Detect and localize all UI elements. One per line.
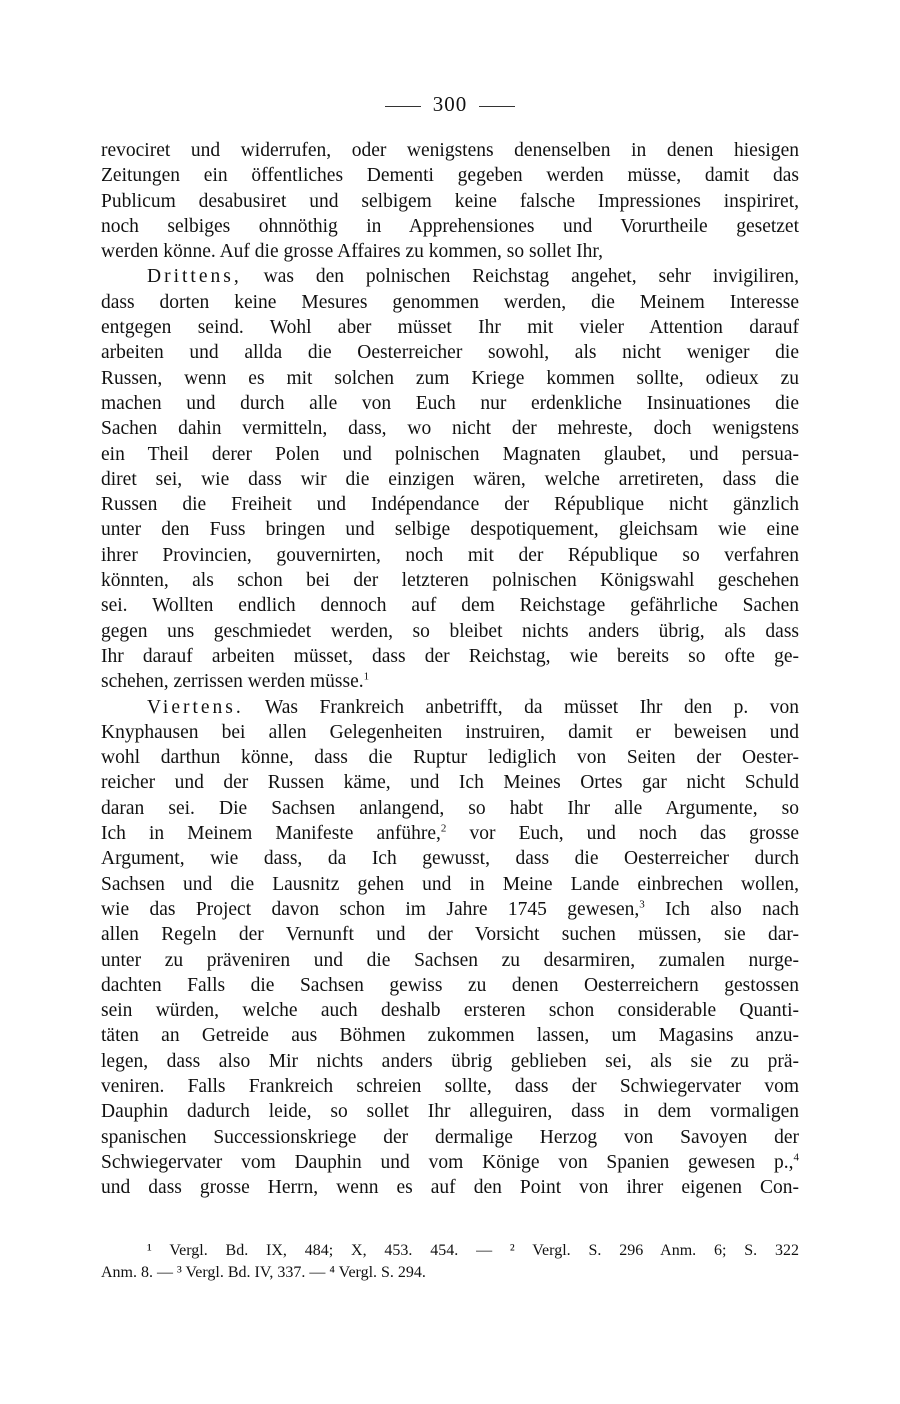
line-text: dachten Falls die Sachsen gewiss zu denen Oesterreichern gestossen [101, 974, 799, 996]
section-lead-word: Drittens, [147, 266, 242, 288]
line-text: spanischen Successionskriege der dermalige Herzog von Savoyen der [101, 1126, 799, 1148]
text-line [101, 366, 799, 391]
text-line [101, 1023, 799, 1048]
text-line [101, 416, 799, 441]
line-text: schehen, zerrissen werden müsse. [101, 671, 364, 693]
line-text-continued: vor Euch, und noch das grosse [446, 823, 799, 845]
text-line [101, 391, 799, 416]
line-text: und dass grosse Herrn, wenn es auf den Point von ihrer eigenen Con- [101, 1177, 799, 1199]
text-line [101, 922, 799, 947]
text-line [101, 543, 799, 568]
header-dash-right [479, 106, 515, 107]
page-header [101, 92, 799, 116]
footnote-line: ¹ Vergl. Bd. IX, 484; X, 453. 454. — ² Vergl. S. 296 Anm. 6; S. 322 [147, 1242, 799, 1259]
line-text: Knyphausen bei allen Gelegenheiten instruiren, damit er beweisen und [101, 721, 799, 743]
text-line [101, 214, 799, 239]
line-text: unter zu präveniren und die Sachsen zu desarmiren, zumalen nurge- [101, 949, 799, 971]
footnote-line: Anm. 8. — ³ Vergl. Bd. IV, 337. — ⁴ Vergl. S. 294. [101, 1264, 426, 1281]
text-line [101, 517, 799, 542]
line-text: diret sei, wie dass wir die einzigen wären, welche arretireten, dass die [101, 468, 799, 490]
text-line [101, 1175, 799, 1200]
line-text: wie das Project davon schon im Jahre 1745 gewesen, [101, 898, 640, 920]
page-number: 300 [432, 92, 468, 116]
section-lead-word: Viertens. [147, 696, 244, 718]
line-text: was den polnischen Reichstag angehet, sehr invigiliren, [241, 266, 799, 288]
text-line [101, 239, 799, 264]
line-text: Sachsen und die Lausnitz gehen und in Meine Lande einbrechen wollen, [101, 873, 799, 895]
text-line [101, 1049, 799, 1074]
line-text: Argument, wie dass, da Ich gewusst, dass die Oesterreicher durch [101, 848, 799, 870]
line-text: Schwiegervater vom Dauphin und vom Könige von Spanien gewesen p., [101, 1151, 794, 1173]
text-line [101, 897, 799, 922]
text-line [101, 644, 799, 669]
text-line [101, 1074, 799, 1099]
line-text: ihrer Provincien, gouvernirten, noch mit der République so verfahren [101, 544, 799, 566]
text-line [101, 973, 799, 998]
footnote-marker: 2 [440, 822, 447, 835]
text-line [101, 163, 799, 188]
line-text: machen und durch alle von Euch nur erdenkliche Insinuationes die [101, 392, 799, 414]
line-text: könnten, als schon bei der letzteren polnischen Königswahl geschehen [101, 570, 799, 592]
text-line [101, 593, 799, 618]
footnote-marker: 3 [639, 898, 645, 911]
line-text: sein würden, welche auch deshalb ersteren schon considerable Quanti- [101, 1000, 799, 1022]
line-text: daran sei. Die Sachsen anlangend, so habt Ihr alle Argumente, so [101, 797, 799, 819]
line-text: täten an Getreide aus Böhmen zukommen lassen, um Magasins anzu- [101, 1025, 799, 1047]
line-text: gegen uns geschmiedet werden, so bleibet nichts anders übrig, als dass [101, 620, 799, 642]
line-text: noch selbiges ohnnöthig in Apprehensiones und Vorurtheile gesetzet [101, 215, 799, 237]
line-text: Dauphin dadurch leide, so sollet Ihr alleguiren, dass in dem vormaligen [101, 1101, 799, 1123]
line-text: Russen die Freiheit und Indépendance der République nicht gänzlich [101, 494, 799, 516]
line-text: Sachen dahin vermitteln, dass, wo nicht der mehreste, doch wenigstens [101, 418, 799, 440]
footnotes [101, 1240, 799, 1284]
line-text: Ich in Meinem Manifeste anführe, [101, 823, 441, 845]
text-line [101, 1125, 799, 1150]
line-text: Zeitungen ein öffentliches Dementi gegeben werden müsse, damit das [101, 165, 799, 187]
text-line [101, 770, 799, 795]
text-line [101, 998, 799, 1023]
line-text: legen, dass also Mir nichts anders übrig geblieben sei, als sie zu prä- [101, 1050, 799, 1072]
line-text: Ihr darauf arbeiten müsset, dass der Reichstag, wie bereits so ofte ge- [101, 645, 799, 667]
text-line [101, 821, 799, 846]
line-text: werden könne. Auf die grosse Affaires zu kommen, so sollet Ihr, [101, 241, 603, 263]
text-line [101, 619, 799, 644]
text-line [101, 720, 799, 745]
line-text: allen Regeln der Vernunft und der Vorsicht suchen müssen, sie dar- [101, 924, 799, 946]
text-line [101, 264, 799, 289]
footnote-marker: 1 [363, 670, 370, 683]
text-line [101, 796, 799, 821]
line-text: reicher und der Russen käme, und Ich Meines Ortes gar nicht Schuld [101, 772, 799, 794]
text-line [101, 695, 799, 720]
text-line [101, 846, 799, 871]
line-text: ein Theil derer Polen und polnischen Magnaten glaubet, und persua- [101, 443, 799, 465]
line-text: sei. Wollten endlich dennoch auf dem Reichstage gefährliche Sachen [101, 595, 799, 617]
header-dash-left [385, 106, 421, 107]
text-line [101, 189, 799, 214]
line-text: wohl darthun könne, dass die Ruptur lediglich von Seiten der Oester- [101, 747, 799, 769]
text-line [101, 315, 799, 340]
line-text: Was Frankreich anbetrifft, da müsset Ihr den p. von [243, 696, 799, 718]
text-line [101, 669, 799, 694]
text-line [101, 467, 799, 492]
body-text [101, 138, 799, 1200]
text-line [101, 568, 799, 593]
line-text: arbeiten und allda die Oesterreicher sowohl, als nicht weniger die [101, 342, 799, 364]
text-line [101, 1099, 799, 1124]
line-text: Publicum desabusiret und selbigem keine falsche Impressiones inspiriret, [101, 190, 799, 212]
text-line [101, 948, 799, 973]
text-line [101, 138, 799, 163]
text-line [101, 340, 799, 365]
line-text-continued: Ich also nach [644, 898, 799, 920]
text-line [101, 442, 799, 467]
text-line [101, 290, 799, 315]
text-line [101, 1150, 799, 1175]
line-text: dass dorten keine Mesures genommen werden, die Meinem Interesse [101, 291, 799, 313]
line-text: veniren. Falls Frankreich schreien sollte, dass der Schwiegervater vom [101, 1075, 799, 1097]
line-text: entgegen seind. Wohl aber müsset Ihr mit vieler Attention darauf [101, 317, 799, 339]
line-text: revociret und widerrufen, oder wenigstens denenselben in denen hiesigen [101, 140, 799, 161]
text-line [101, 492, 799, 517]
text-line [101, 872, 799, 897]
line-text: unter den Fuss bringen und selbige despotiquement, gleichsam wie eine [101, 519, 799, 541]
text-line [101, 745, 799, 770]
line-text: Russen, wenn es mit solchen zum Kriege kommen sollte, odieux zu [101, 367, 799, 389]
footnote-marker: 4 [793, 1151, 799, 1164]
